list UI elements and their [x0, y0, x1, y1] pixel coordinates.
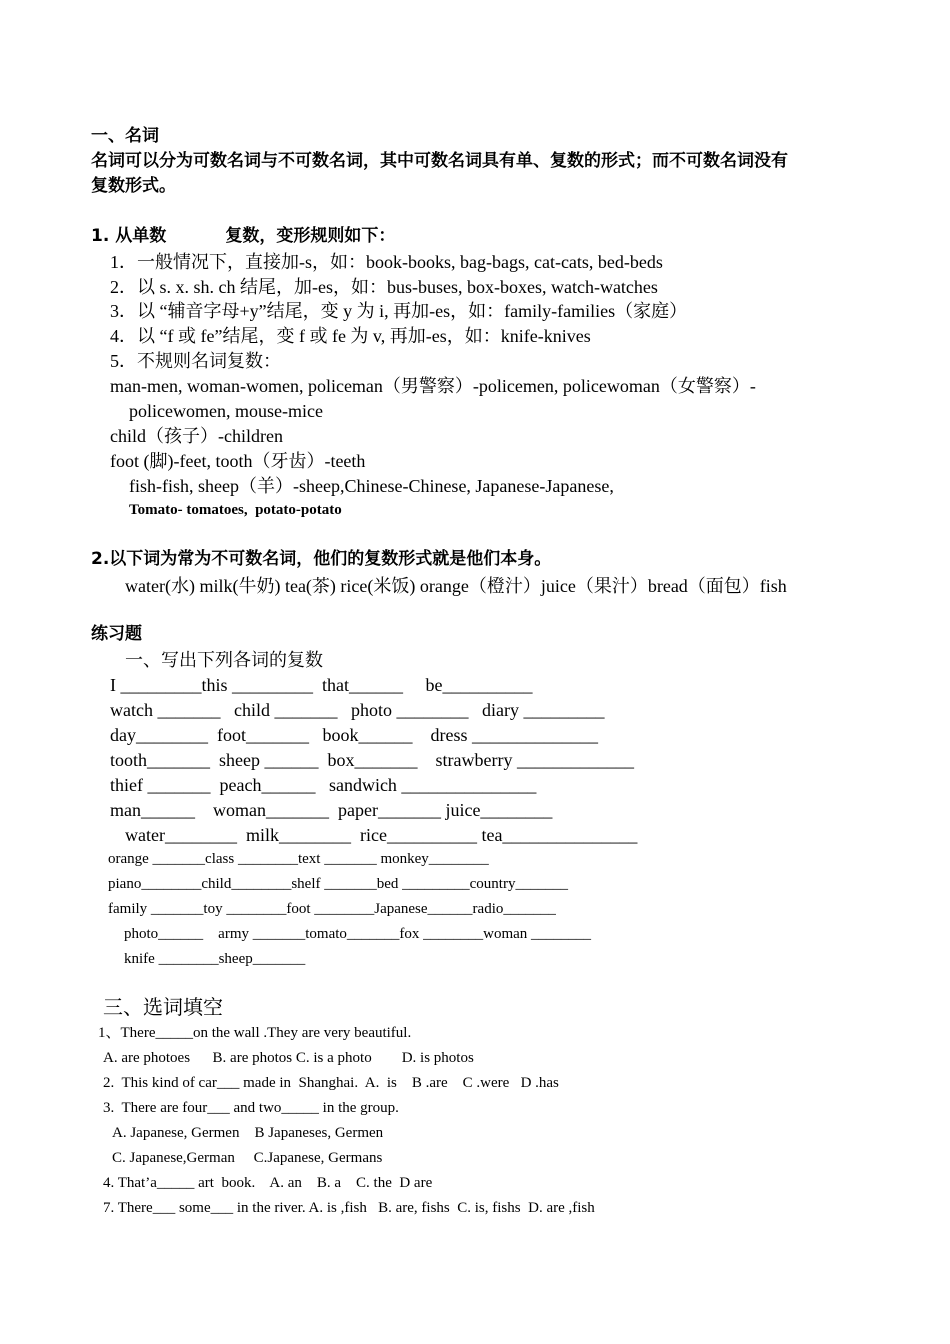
exercise-title: 练习题 [91, 624, 142, 644]
rule-3: 3．以 “辅音字母+y”结尾，变 y 为 i, 再加-es，如：family-families（家庭） [110, 301, 688, 321]
irregular-line-5: fish-fish, sheep（羊）-sheep,Chinese-Chinese, Japanese-Japanese, [129, 476, 614, 496]
plural-line-10: family _______toy ________foot ________Japanese______radio_______ [108, 901, 556, 917]
rule-title: 1. 从单数 复数，变形规则如下： [91, 226, 396, 246]
rule-4: 4．以 “f 或 fe”结尾，变 f 或 fe 为 v, 再加-es，如：knife-knives [110, 326, 591, 346]
plural-line-2: watch _______ child _______ photo ________ diary _________ [110, 700, 605, 720]
plural-line-12: knife ________sheep_______ [124, 951, 306, 967]
section3-title: 三、选词填空 [103, 997, 223, 1019]
plural-line-7: water________ milk________ rice__________ tea_______________ [125, 825, 638, 845]
exercise-subtitle: 一、写出下列各词的复数 [125, 650, 323, 670]
irregular-line-6: Tomato- tomatoes, potato-potato [129, 502, 342, 518]
irregular-line-1: man-men, woman-women, policeman（男警察）-policemen, policewoman（女警察）- [110, 376, 756, 396]
plural-line-5: thief _______ peach______ sandwich _______________ [110, 775, 537, 795]
intro-line-1: 名词可以分为可数名词与不可数名词，其中可数名词具有单、复数的形式；而不可数名词没有 [91, 151, 788, 171]
plural-line-1: I _________this _________ that______ be__________ [110, 675, 533, 695]
choice-line-8: 7. There___ some___ in the river. A. is ,fish B. are, fishs C. is, fishs D. are ,fish [103, 1200, 595, 1216]
plural-line-11: photo______ army _______tomato_______fox ________woman ________ [124, 926, 592, 942]
choice-line-7: 4. That’a_____ art book. A. an B. a C. the D are [103, 1175, 433, 1191]
choice-line-4: 3. There are four___ and two_____ in the group. [103, 1100, 399, 1116]
choice-line-1: 1、There_____on the wall .They are very beautiful. [98, 1025, 412, 1041]
section-heading: 一、名词 [91, 126, 159, 146]
irregular-line-2: policewomen, mouse-mice [129, 401, 323, 421]
choice-line-5: A. Japanese, Germen B Japaneses, Germen [112, 1125, 384, 1141]
plural-line-6: man______ woman_______ paper_______ juice________ [110, 800, 553, 820]
choice-line-6: C. Japanese,German C.Japanese, Germans [112, 1150, 383, 1166]
plural-line-3: day________ foot_______ book______ dress ______________ [110, 725, 598, 745]
rule-2: 2．以 s. x. sh. ch 结尾，加-es，如：bus-buses, box-boxes, watch-watches [110, 277, 658, 297]
uncountable-title: 2.以下词为常为不可数名词，他们的复数形式就是他们本身。 [91, 549, 552, 569]
irregular-line-3: child（孩子）-children [110, 426, 283, 446]
plural-line-8: orange _______class ________text _______ monkey________ [108, 851, 489, 867]
rule-1: 1．一般情况下，直接加-s，如：book-books, bag-bags, cat-cats, bed-beds [110, 252, 663, 272]
choice-line-3: 2. This kind of car___ made in Shanghai. A. is B .are C .were D .has [103, 1075, 559, 1091]
choice-line-2: A. are photoes B. are photos C. is a photo D. is photos [103, 1050, 474, 1066]
rule-5: 5．不规则名词复数： [110, 351, 281, 371]
irregular-line-4: foot (脚)-feet, tooth（牙齿）-teeth [110, 451, 366, 471]
plural-line-4: tooth_______ sheep ______ box_______ strawberry _____________ [110, 750, 634, 770]
intro-line-2: 复数形式。 [91, 176, 176, 196]
uncountable-list: water(水) milk(牛奶) tea(茶) rice(米饭) orange（橙汁）juice（果汁）bread（面包）fish [125, 576, 787, 596]
plural-line-9: piano________child________shelf _______bed _________country_______ [108, 876, 568, 892]
